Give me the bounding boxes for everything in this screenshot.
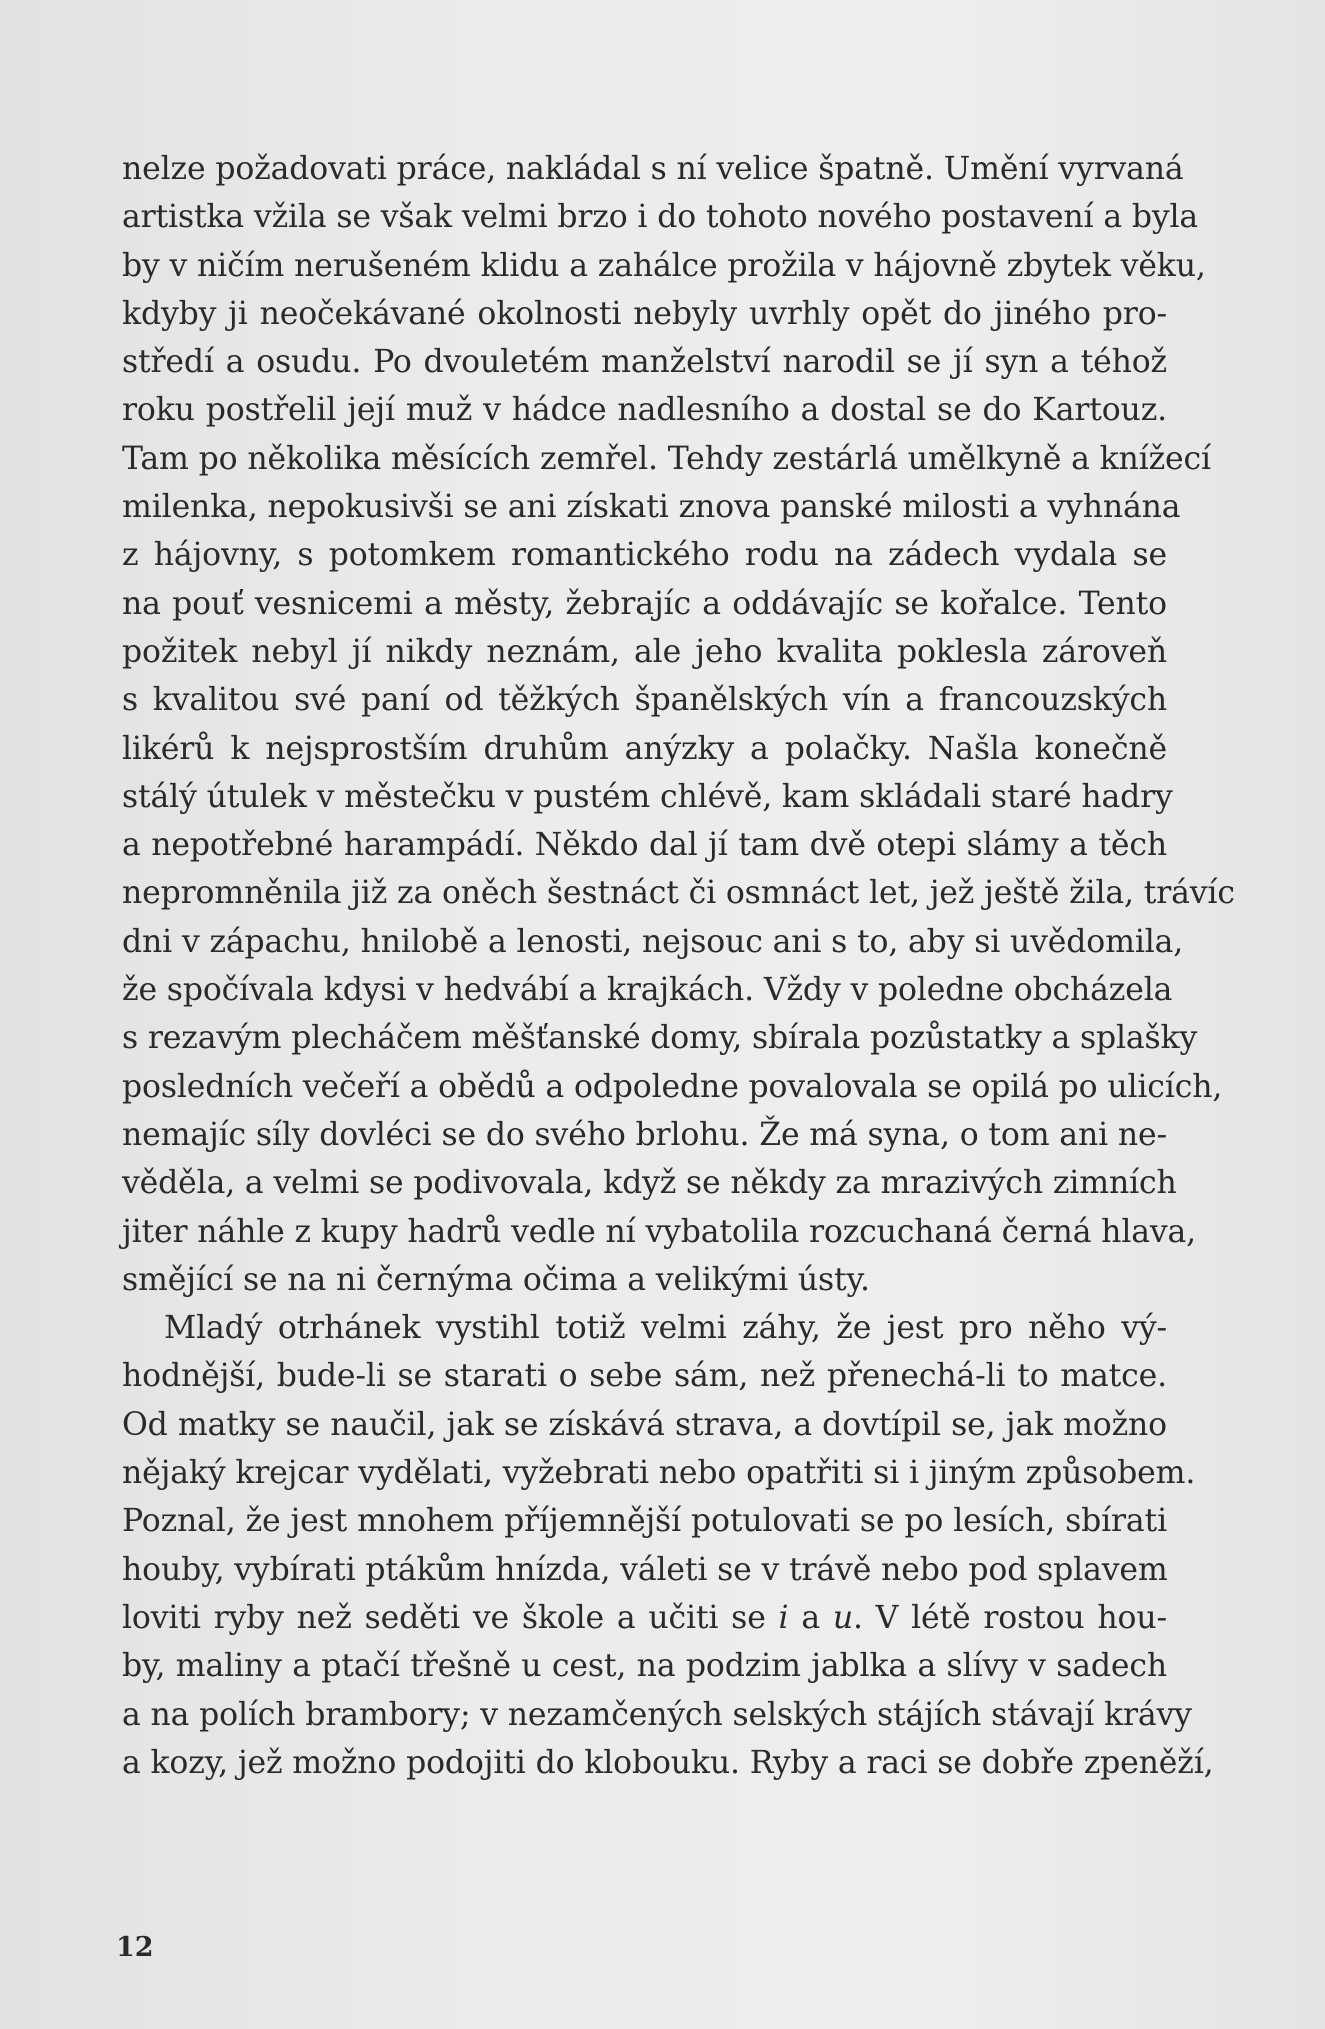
text-line: a na polích brambory; v nezamčených selských stájích stávají krávy bbox=[122, 1696, 1192, 1733]
body-text bbox=[122, 145, 1235, 1787]
text-line: smějící se na ni černýma očima a velikými ústy. bbox=[122, 1261, 870, 1298]
text-line: Mladý otrhánek vystihl totiž velmi záhy, že jest pro něho vý- bbox=[164, 1310, 1167, 1347]
text-line: Tam po několika měsících zemřel. Tehdy zestárlá umělkyně a knížecí bbox=[122, 440, 1211, 477]
text-line: nelze požadovati práce, nakládal s ní velice špatně. Umění vyrvaná bbox=[122, 151, 1184, 187]
text-line: likérů k nejsprostším druhům anýzky a polačky. Našla konečně bbox=[122, 730, 1167, 767]
text-line: požitek nebyl jí nikdy neznám, ale jeho kvalita poklesla zároveň bbox=[122, 633, 1167, 670]
text-line: roku postřelil její muž v hádce nadlesního a dostal se do Kartouz. bbox=[122, 392, 1167, 429]
text-line: na pouť vesnicemi a městy, žebrajíc a oddávajíc se kořalce. Tento bbox=[122, 585, 1167, 622]
text-line: hodnější, bude-li se starati o sebe sám, než přenechá-li to matce. bbox=[122, 1358, 1167, 1395]
text-line: by, maliny a ptačí třešně u cest, na podzim jablka a slívy v sadech bbox=[122, 1648, 1167, 1685]
text-line: milenka, nepokusivši se ani získati znova panské milosti a vyhnána bbox=[122, 489, 1181, 526]
text-line: kdyby ji neočekávané okolnosti nebyly uvrhly opět do jiného pro- bbox=[122, 295, 1167, 332]
text-line: houby, vybírati ptákům hnízda, váleti se v trávě nebo pod splavem bbox=[122, 1551, 1168, 1588]
page-number: 12 bbox=[116, 1932, 154, 1963]
text-line: nějaký krejcar vydělati, vyžebrati nebo opatřiti si i jiným způsobem. bbox=[122, 1455, 1196, 1492]
italic-letter-u: u bbox=[832, 1599, 853, 1636]
text-line: s rezavým plecháčem měšťanské domy, sbírala pozůstatky a splašky bbox=[122, 1020, 1198, 1057]
text-line: nepromněnila již za oněch šestnáct či osmnáct let, jež ještě žila, trávíc bbox=[122, 875, 1235, 912]
text-line: a nepotřebné harampádí. Někdo dal jí tam dvě otepi slámy a těch bbox=[122, 827, 1167, 864]
paragraph-2 bbox=[122, 1304, 1196, 1594]
text-line: artistka vžila se však velmi brzo i do tohoto nového postavení a byla bbox=[122, 199, 1199, 236]
paragraph-2-end bbox=[122, 1642, 1214, 1787]
text-line: věděla, a velmi se podivovala, když se někdy za mrazivých zimních bbox=[122, 1165, 1177, 1202]
text-line: z hájovny, s potomkem romantického rodu na zádech vydala se bbox=[122, 537, 1167, 574]
italic-letter-i: i bbox=[778, 1599, 789, 1636]
paragraph-1 bbox=[122, 145, 1235, 1304]
text-line: nemajíc síly dovléci se do svého brlohu. Že má syna, o tom ani ne- bbox=[122, 1116, 1167, 1153]
text-line-italic: loviti ryby než seděti ve škole a učiti se i a u. V létě rostou hou- bbox=[122, 1599, 1167, 1636]
text-line: Poznal, že jest mnohem příjemnější potulovati se po lesích, sbírati bbox=[122, 1503, 1167, 1540]
text-line: stálý útulek v městečku v pustém chlévě, kam skládali staré hadry bbox=[122, 778, 1173, 815]
text-line: posledních večeří a obědů a odpoledne povalovala se opilá po ulicích, bbox=[122, 1068, 1223, 1105]
text-line: by v ničím nerušeném klidu a zahálce prožila v hájovně zbytek věku, bbox=[122, 247, 1206, 284]
text-line: jiter náhle z kupy hadrů vedle ní vybatolila rozcuchaná černá hlava, bbox=[122, 1213, 1197, 1250]
text-line: že spočívala kdysi v hedvábí a krajkách. Vždy v poledne obcházela bbox=[122, 972, 1173, 1009]
text-line: dni v zápachu, hnilobě a lenosti, nejsouc ani s to, aby si uvědomila, bbox=[122, 923, 1184, 960]
text-line: Od matky se naučil, jak se získává strava, a dovtípil se, jak možno bbox=[122, 1406, 1167, 1443]
text-line: středí a osudu. Po dvouletém manželství narodil se jí syn a téhož bbox=[122, 344, 1167, 381]
text-line: s kvalitou své paní od těžkých španělských vín a francouzských bbox=[122, 682, 1167, 719]
text-line: a kozy, jež možno podojiti do klobouku. Ryby a raci se dobře zpeněží, bbox=[122, 1744, 1214, 1781]
